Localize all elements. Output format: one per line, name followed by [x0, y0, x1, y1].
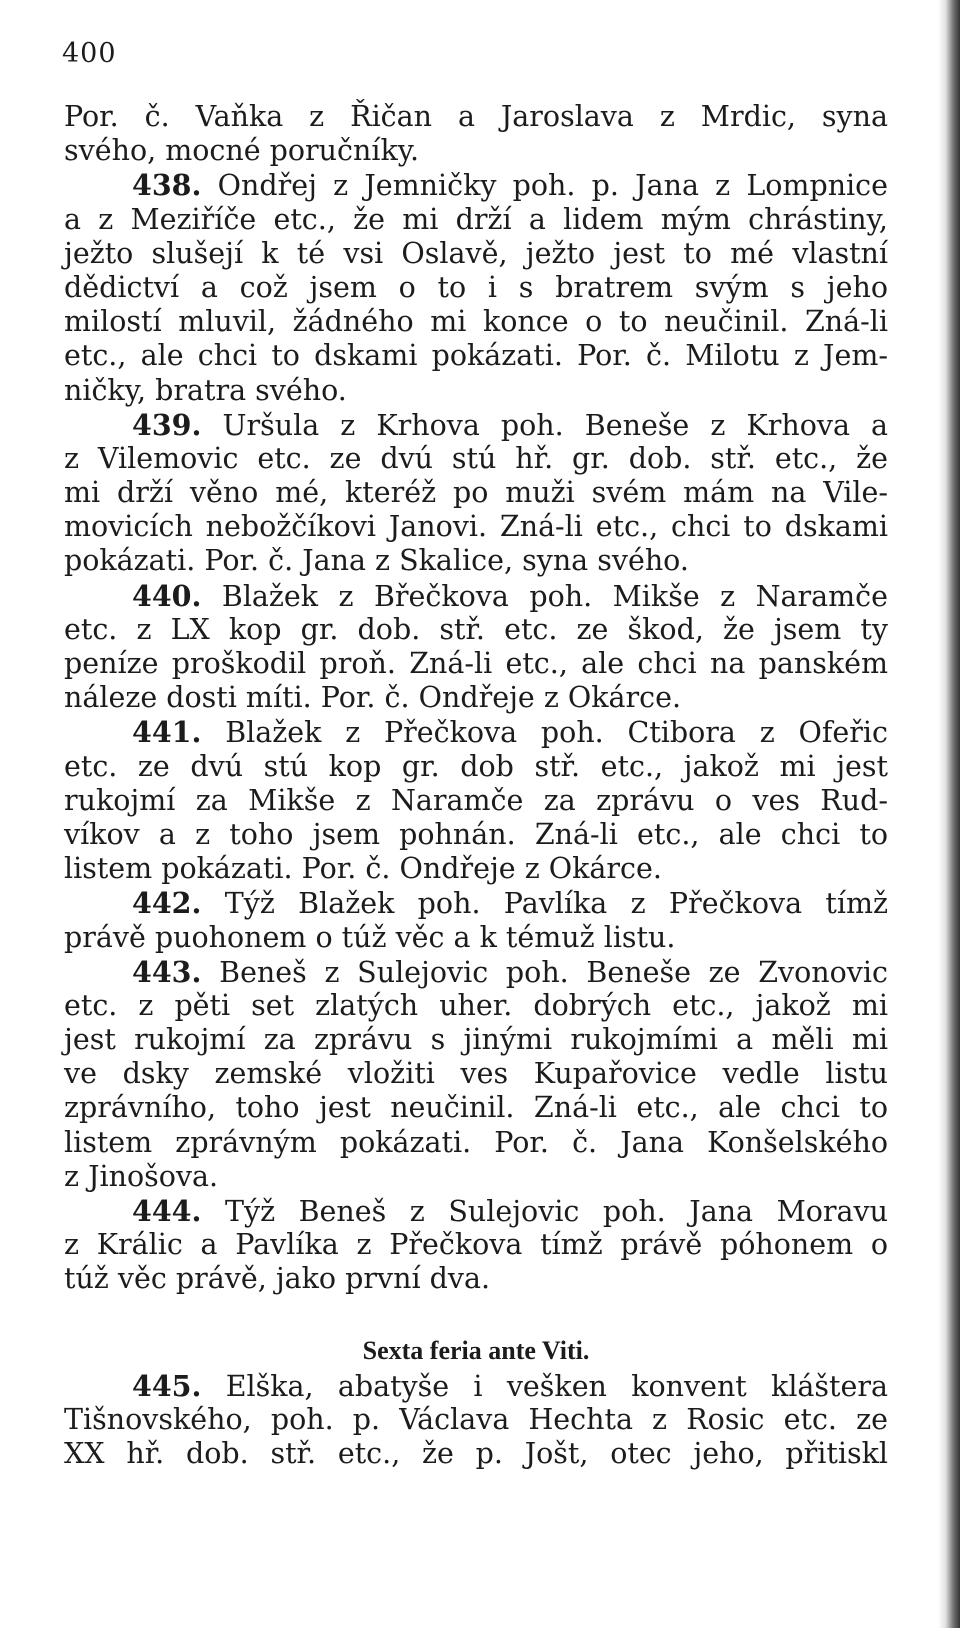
- entry-start-line: [64, 408, 888, 442]
- line-text: náleze dosti míti. Por. č. Ondřeje z Okárce.: [64, 681, 682, 715]
- line-text: etc., ale chci to dskami pokázati. Por. č. Milotu z Jem-: [64, 339, 888, 373]
- text-line: [64, 647, 888, 681]
- entry-start-line: [64, 886, 888, 920]
- line-text: Tišnovského, poh. p. Václava Hechta z Rosic etc. ze: [64, 1402, 888, 1436]
- line-text: mi drží věno mé, kteréž po muži svém mám na Vile-: [64, 476, 888, 510]
- text-line: [64, 1262, 888, 1296]
- text-block-entry-445: [64, 1369, 888, 1472]
- line-text: Elška, abatyše i vešken konvent kláštera: [201, 1369, 888, 1403]
- line-text: pokázati. Por. č. Jana z Skalice, syna svého.: [64, 544, 689, 578]
- text-line: [64, 134, 888, 168]
- text-line: [64, 1091, 888, 1125]
- text-line: [64, 784, 888, 818]
- page-edge-shadow: [938, 0, 960, 1628]
- line-text: rukojmí za Mikše z Naramče za zprávu o ves Rud-: [64, 783, 888, 817]
- text-line: [64, 1160, 888, 1194]
- line-text: milostí mluvil, žádného mi konce o to neučinil. Zná-li: [64, 305, 888, 339]
- entry-start-line: [64, 1369, 888, 1403]
- line-text: ježto slušejí k té vsi Oslavě, ježto jest to mé vlastní: [64, 236, 888, 270]
- text-line: [64, 989, 888, 1023]
- entry-number: 438.: [132, 168, 202, 203]
- text-line: [64, 921, 888, 955]
- entry-number: 444.: [132, 1194, 202, 1228]
- text-line: [64, 305, 888, 339]
- text-line: [64, 271, 888, 305]
- line-text: ve dsky zemské vložiti ves Kupařovice vedle listu: [64, 1057, 888, 1091]
- text-line: [64, 852, 888, 886]
- line-text: z Vilemovic etc. ze dvú stú hř. gr. dob. stř. etc., že: [64, 441, 888, 475]
- text-line: [64, 613, 888, 647]
- body-text: [64, 100, 888, 1471]
- line-text: XX hř. dob. stř. etc., že p. Jošt, otec jeho, přitiskl: [64, 1436, 888, 1470]
- text-line: [64, 442, 888, 476]
- text-line: [64, 1403, 888, 1437]
- text-line: [64, 339, 888, 373]
- line-text: svého, mocné poručníky.: [64, 134, 420, 168]
- text-line: [64, 510, 888, 544]
- text-line: [64, 544, 888, 578]
- text-line: [64, 1023, 888, 1057]
- text-block-entries-438-444: [64, 100, 888, 1297]
- text-line: [64, 100, 888, 134]
- line-text: Uršula z Krhova poh. Beneše z Krhova a: [201, 408, 888, 442]
- line-text: víkov a z toho jsem pohnán. Zná-li etc., ale chci to: [64, 817, 888, 851]
- text-line: [64, 1057, 888, 1091]
- text-line: [64, 374, 888, 408]
- line-text: právě puohonem o túž věc a k témuž listu.: [64, 920, 676, 954]
- line-text: Týž Blažek poh. Pavlíka z Přečkova tímž: [201, 887, 888, 921]
- entry-number: 445.: [132, 1368, 202, 1403]
- text-line: [64, 1437, 888, 1471]
- line-text: zprávního, toho jest neučinil. Zná-li etc., ale chci to: [64, 1091, 888, 1125]
- text-line: [64, 681, 888, 715]
- entry-start-line: [64, 1194, 888, 1228]
- line-text: z Králic a Pavlíka z Přečkova tímž právě póhonem o: [64, 1228, 888, 1262]
- line-text: jest rukojmí za zprávu s jinými rukojmími a měli mi: [64, 1023, 888, 1057]
- entry-start-line: [64, 579, 888, 613]
- line-text: peníze proškodil proň. Zná-li etc., ale chci na panském: [64, 647, 888, 680]
- line-text: etc. z LX kop gr. dob. stř. etc. ze škod, že jsem ty: [64, 612, 888, 646]
- line-text: z Jinošova.: [64, 1159, 219, 1193]
- text-line: [64, 476, 888, 510]
- line-text: túž věc právě, jako první dva.: [64, 1262, 491, 1296]
- text-line: [64, 818, 888, 852]
- entry-number: 440.: [132, 578, 202, 613]
- line-text: Por. č. Vaňka z Řičan a Jaroslava z Mrdic, syna: [64, 100, 888, 133]
- line-text: listem zprávným pokázati. Por. č. Jana Konšelského: [64, 1125, 888, 1159]
- line-text: dědictví a což jsem o to i s bratrem svým s jeho: [64, 270, 888, 304]
- entry-number: 443.: [132, 954, 202, 989]
- text-line: [64, 1126, 888, 1160]
- line-text: Blažek z Břečkova poh. Mikše z Naramče: [201, 579, 888, 613]
- line-text: a z Meziříče etc., že mi drží a lidem mým chrástiny,: [64, 202, 888, 236]
- entry-start-line: [64, 168, 888, 202]
- line-text: Ondřej z Jemničky poh. p. Jana z Lompnice: [201, 169, 888, 203]
- entry-start-line: [64, 715, 888, 749]
- entry-start-line: [64, 955, 888, 989]
- line-text: ničky, bratra svého.: [64, 373, 347, 407]
- line-text: movicích nebožčíkovi Janovi. Zná-li etc., chci to dskami: [64, 510, 888, 544]
- text-line: [64, 750, 888, 784]
- line-text: Beneš z Sulejovic poh. Beneše ze Zvonovic: [201, 955, 888, 989]
- line-text: Týž Beneš z Sulejovic poh. Jana Moravu: [201, 1195, 888, 1228]
- text-line: [64, 1228, 888, 1262]
- entry-number: 441.: [132, 715, 202, 750]
- text-line: [64, 237, 888, 271]
- line-text: Blažek z Přečkova poh. Ctibora z Ofeřic: [201, 716, 888, 750]
- entry-number: 442.: [132, 886, 202, 921]
- line-text: etc. ze dvú stú kop gr. dob stř. etc., jakož mi jest: [64, 749, 888, 783]
- section-heading: Sexta feria ante Viti.: [362, 1335, 590, 1365]
- line-text: etc. z pěti set zlatých uher. dobrých etc., jakož mi: [64, 988, 888, 1022]
- line-text: listem pokázati. Por. č. Ondřeje z Okárce.: [64, 852, 662, 886]
- entry-number: 439.: [132, 407, 202, 442]
- text-line: [64, 203, 888, 237]
- page-number: 400: [62, 38, 117, 69]
